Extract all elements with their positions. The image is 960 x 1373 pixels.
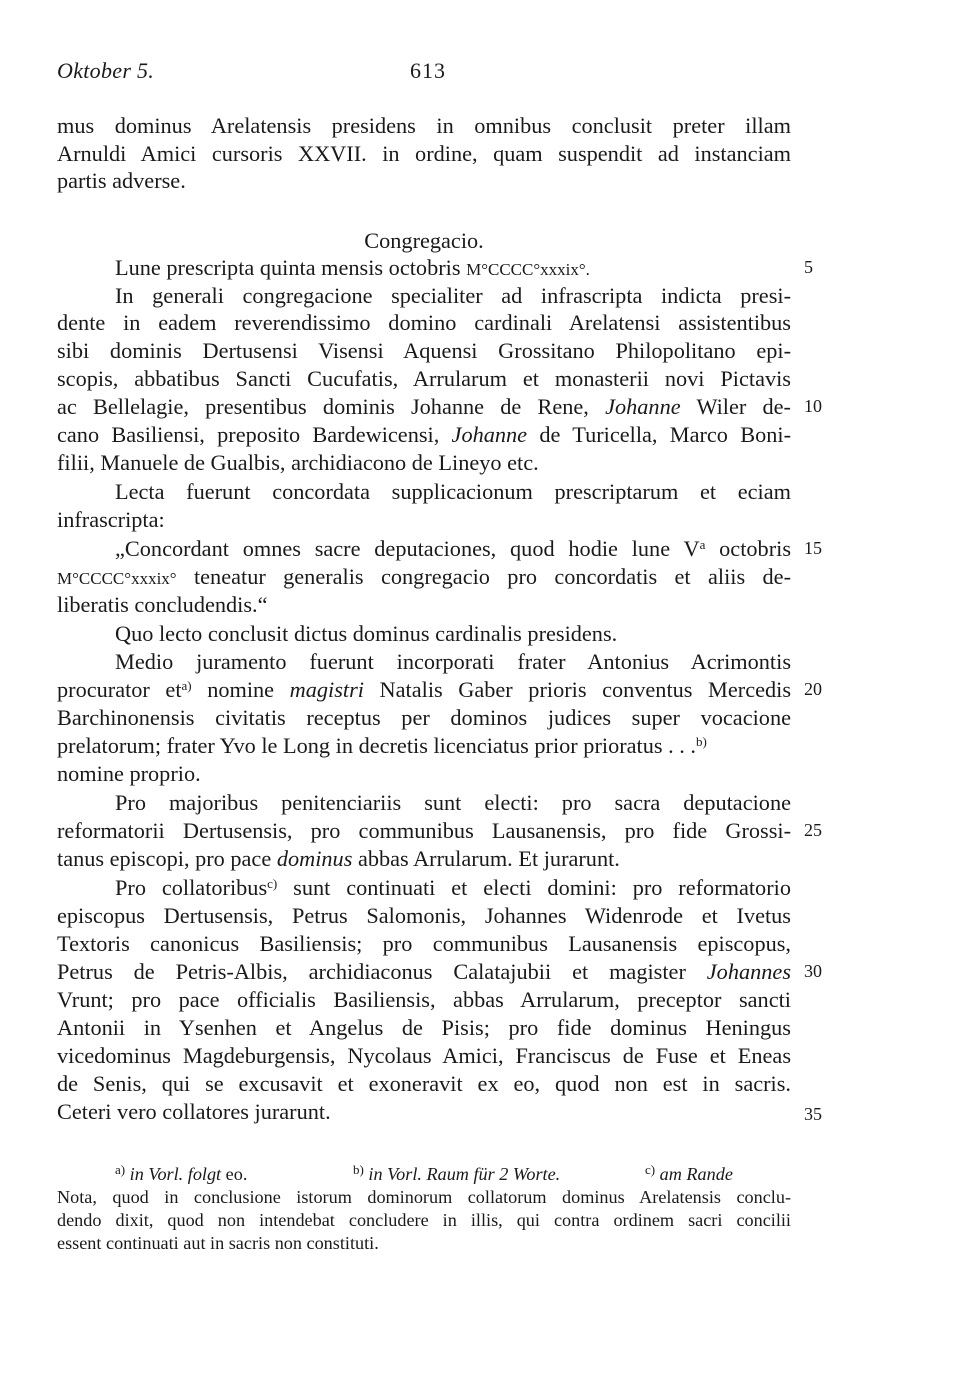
footnote-line: essent continuati aut in sacris non constituti. [57, 1233, 379, 1253]
text-line: sibi dominis Dertusensi Visensi Aquensi Grossitano Philopolitano epi- [57, 338, 791, 363]
text-line: Medio juramento fuerunt incorporati frater Antonius Acrimontis [115, 649, 791, 674]
text-line: Ceteri vero collatores jurarunt. [57, 1099, 331, 1124]
text-line: Pro collatoribus$^{c)}$ sunt continuati et electi domini: pro reformatorio [115, 875, 791, 900]
text-line: nomine proprio. [57, 761, 201, 786]
text-line: ac Bellelagie, presentibus dominis Johanne de Rene, Johanne Wiler de- [57, 394, 791, 419]
text-line: Lecta fuerunt concordata supplicacionum prescriptarum et eciam [115, 479, 791, 504]
text-line: mus dominus Arelatensis presidens in omnibus conclusit preter illam [57, 113, 791, 138]
text-line: Vrunt; pro pace officialis Basiliensis, abbas Arrularum, preceptor sancti [57, 987, 791, 1012]
text-line: Arnuldi Amici cursoris XXVII. in ordine, quam suspendit ad instanciam [57, 141, 791, 166]
text-line: „Concordant omnes sacre deputaciones, quod hodie lune $V^a$ octobris [115, 536, 791, 561]
line-number: 10 [804, 396, 822, 416]
footnote-a: $^{a)}$ in Vorl. folgt eo. [115, 1162, 248, 1184]
text-line: filii, Manuele de Gualbis, archidiacono de Lineyo etc. [57, 450, 539, 475]
text-line: infrascripta: [57, 507, 165, 532]
text-line: procurator $et^{a)}$ nomine magistri Natalis Gaber prioris conventus Mercedis [57, 677, 792, 702]
text-line: partis adverse. [57, 168, 186, 193]
text-line: In generali congregacione specialiter ad infrascripta indicta presi- [115, 283, 791, 308]
text-line: reformatorii Dertusensis, pro communibus Lausanensis, pro fide Grossi- [57, 818, 791, 843]
text-line: Petrus de Petris-Albis, archidiaconus Calatajubii et magister Johannes [57, 959, 791, 984]
text-line: Lune prescripta quinta mensis octobris M°CCCC°xxxix°. [115, 255, 590, 280]
text-line: cano Basiliensi, preposito Bardewicensi, Johanne de Turicella, Marco Boni- [57, 422, 791, 447]
footnote-line: dendo dixit, quod non intendebat concludere in illis, qui contra ordinem sacri concilii [57, 1210, 791, 1230]
text-line: M°CCCC°xxxix° teneatur generalis congregacio pro concordatis et aliis de- [57, 564, 791, 589]
section-heading: Congregacio. [364, 228, 484, 253]
line-number: 35 [804, 1104, 822, 1124]
text-line: Antonii in Ysenhen et Angelus de Pisis; pro fide dominus Heningus [57, 1015, 791, 1040]
footnote-line: Nota, quod in conclusione istorum dominorum collatorum dominus Arelatensis conclu- [57, 1187, 791, 1207]
text-line: prelatorum; frater Yvo le Long in decretis licenciatus prior prioratus . . .$^{b)}$ [57, 733, 707, 758]
line-number: 20 [804, 679, 822, 699]
text-line: de Senis, qui se excusavit et exoneravit ex eo, quod non est in sacris. [57, 1071, 791, 1096]
page-number: 613 [410, 58, 446, 83]
footnote-b: $^{b)}$ in Vorl. Raum für 2 Worte. [353, 1162, 561, 1184]
line-number: 15 [804, 538, 822, 558]
line-number: 30 [804, 961, 822, 981]
text-line: tanus episcopi, pro pace dominus abbas Arrularum. Et jurarunt. [57, 846, 620, 871]
text-line: Barchinonensis civitatis receptus per dominos judices super vocacione [57, 705, 791, 730]
text-line: vicedominus Magdeburgensis, Nycolaus Amici, Franciscus de Fuse et Eneas [57, 1043, 791, 1068]
running-header-date: Oktober 5. [57, 58, 155, 83]
text-line: scopis, abbatibus Sancti Cucufatis, Arrularum et monasterii novi Pictavis [57, 366, 791, 391]
text-line: dente in eadem reverendissimo domino cardinali Arelatensi assistentibus [57, 310, 791, 335]
footnote-c: $^{c)}$ am Rande [645, 1162, 733, 1184]
text-line: liberatis concludendis.“ [57, 592, 268, 617]
text-line: episcopus Dertusensis, Petrus Salomonis, Johannes Widenrode et Ivetus [57, 903, 791, 928]
line-number: 25 [804, 820, 822, 840]
text-line: Quo lecto conclusit dictus dominus cardinalis presidens. [115, 621, 618, 646]
text-line: Textoris canonicus Basiliensis; pro communibus Lausanensis episcopus, [57, 931, 791, 956]
line-number: 5 [804, 257, 813, 277]
text-line: Pro majoribus penitenciariis sunt electi: pro sacra deputacione [115, 790, 791, 815]
